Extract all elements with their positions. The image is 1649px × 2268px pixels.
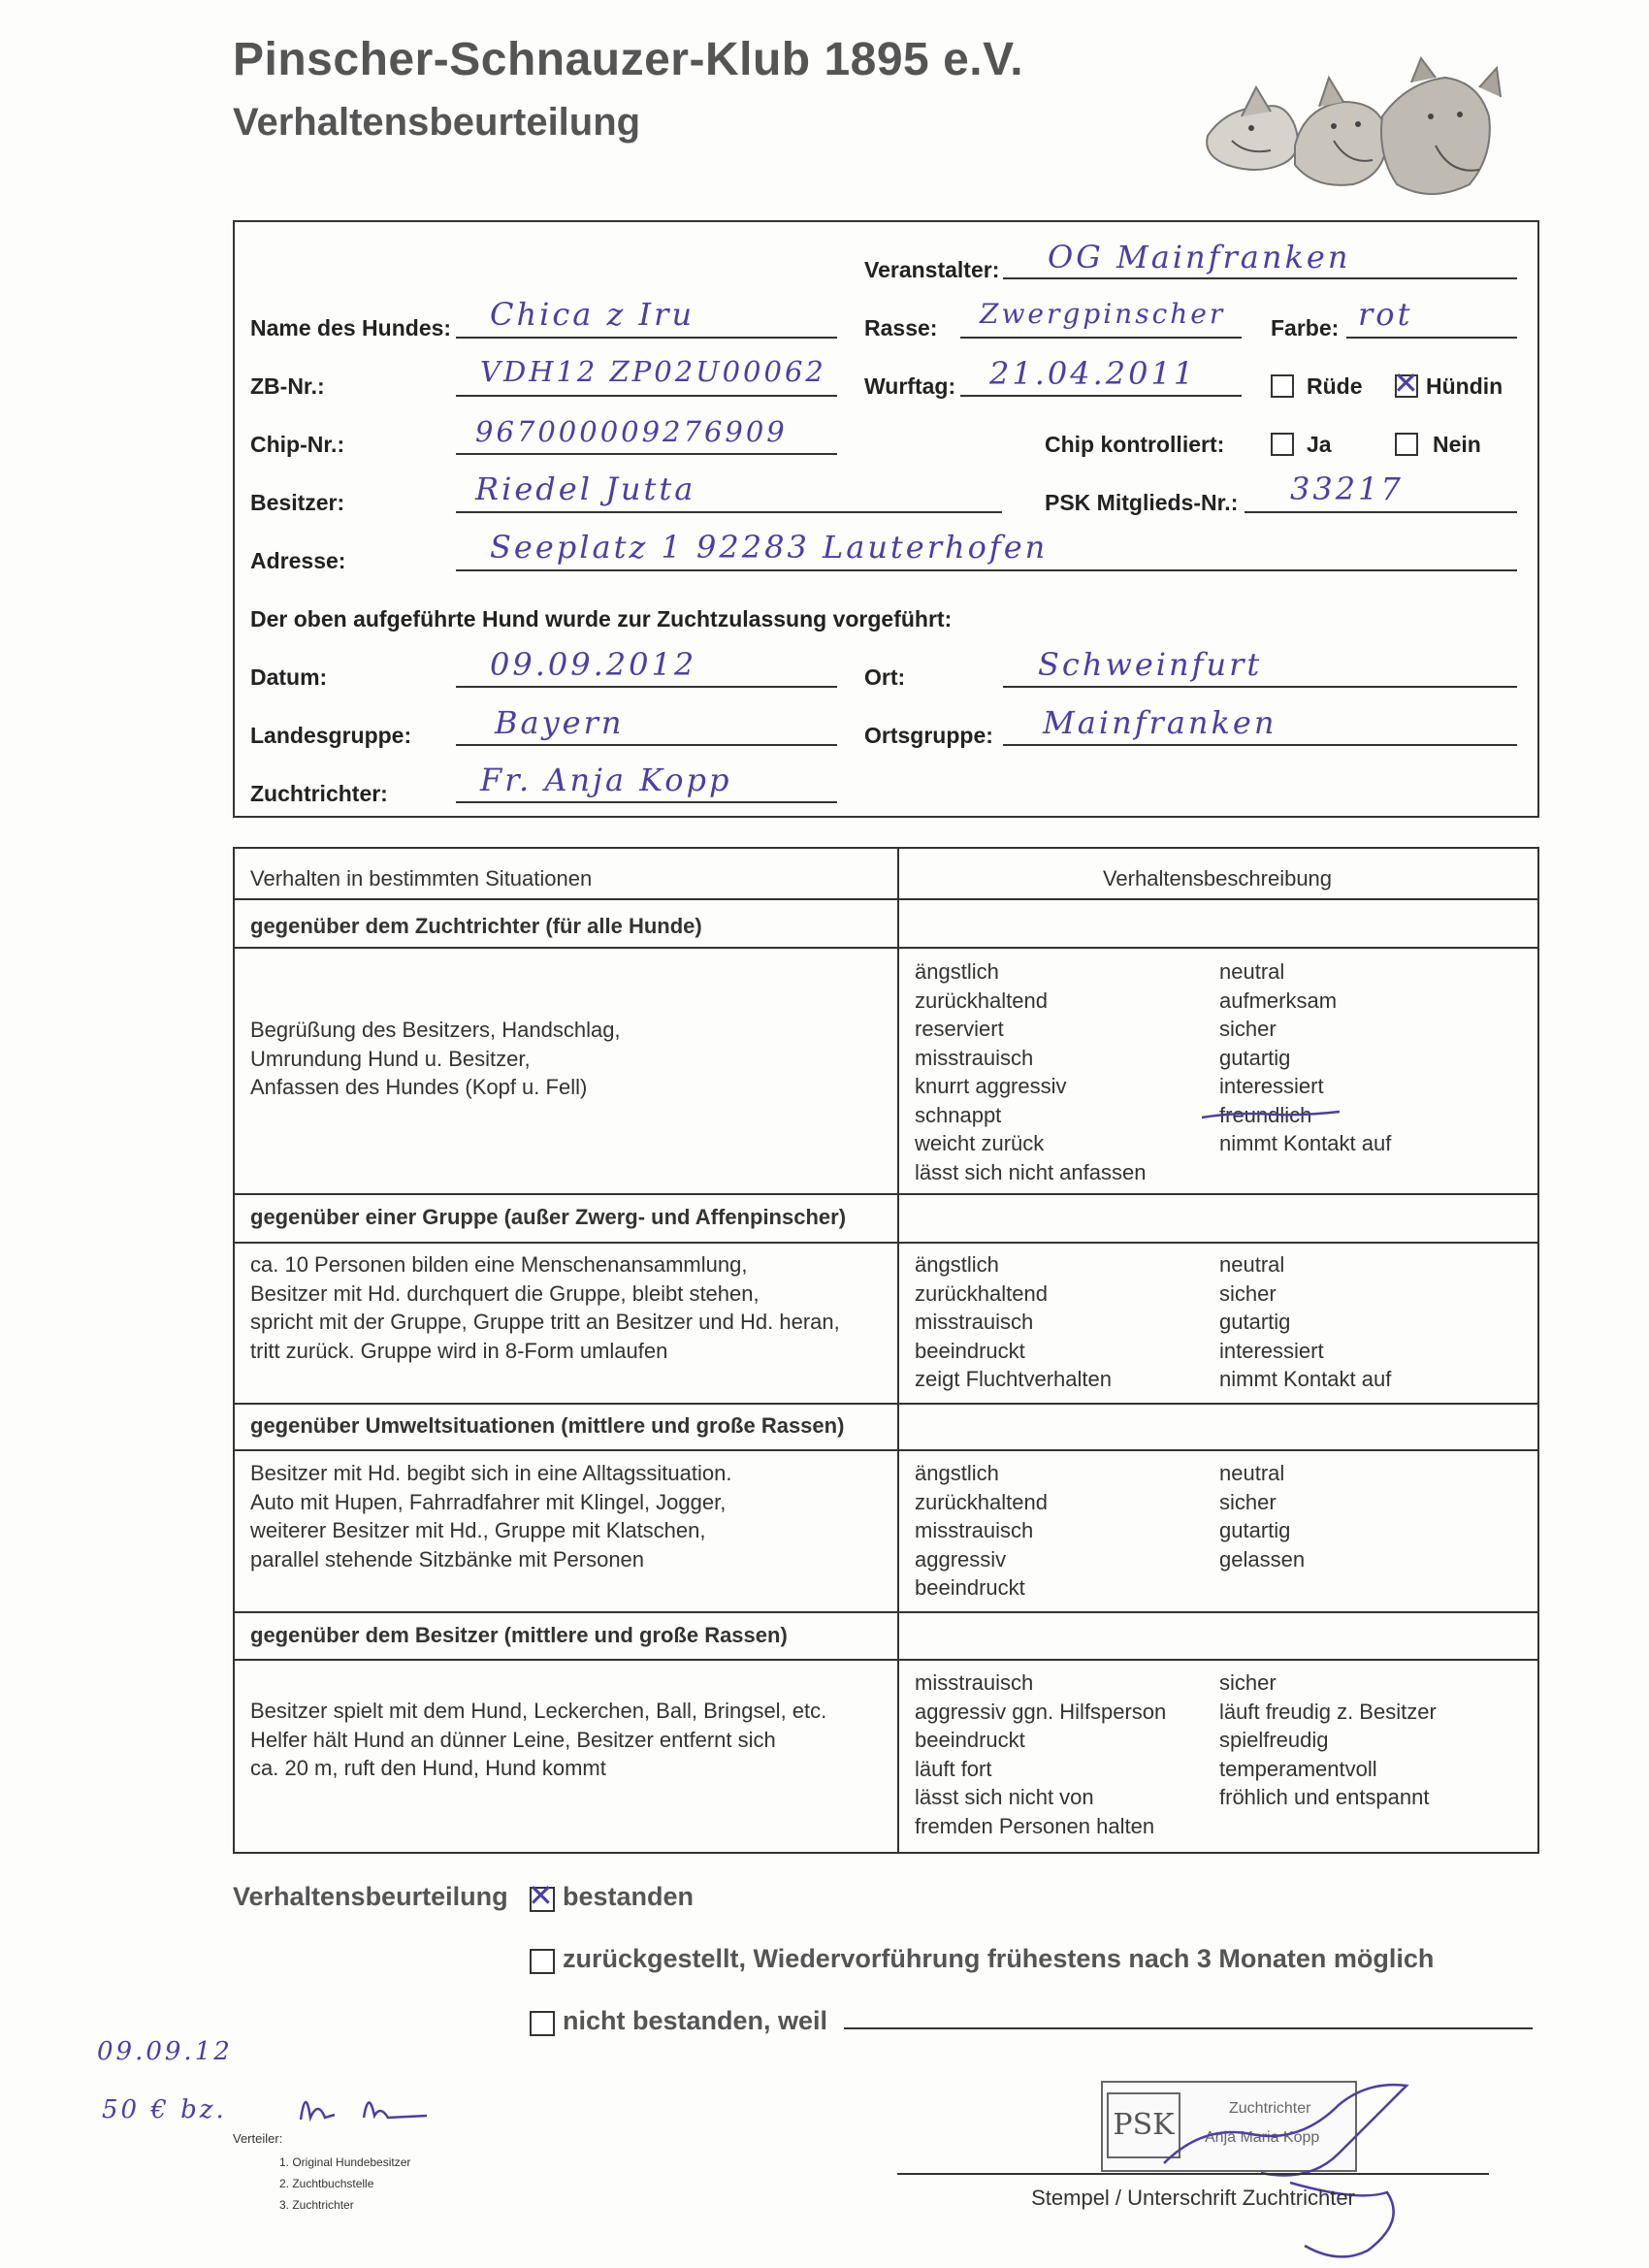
behaviour-options-right <box>1219 1459 1305 1573</box>
table-rule <box>233 1449 1537 1451</box>
nein-label: Nein <box>1433 432 1481 457</box>
zurueckgestellt-label: zurückgestellt, Wiedervorführung frühestens nach 3 Monaten möglich <box>563 1944 1435 1973</box>
besitzer-line <box>456 511 1002 513</box>
option-text[interactable]: gutartig <box>1219 1045 1291 1070</box>
option-text[interactable]: knurrt aggressiv <box>915 1074 1067 1098</box>
option-text[interactable]: beeindruckt <box>915 1338 1025 1363</box>
option-text[interactable]: misstrauisch <box>915 1310 1034 1334</box>
table-header-situations: Verhalten in bestimmten Situationen <box>250 866 593 891</box>
nein-checkbox[interactable] <box>1395 433 1418 456</box>
bestanden-label: bestanden <box>563 1882 695 1911</box>
behaviour-options-left <box>915 1459 1048 1603</box>
wurftag-label: Wurftag: <box>864 373 956 399</box>
option-text[interactable]: gutartig <box>1219 1518 1291 1542</box>
signature-label: Stempel / Unterschrift Zuchtrichter <box>1031 2186 1355 2210</box>
datum-value[interactable]: 09.09.2012 <box>490 646 697 683</box>
option-text[interactable]: misstrauisch <box>915 1670 1034 1695</box>
option-text[interactable]: weicht zurück <box>915 1131 1045 1155</box>
huendin-label: Hündin <box>1426 373 1504 399</box>
section-description: Besitzer mit Hd. begibt sich in eine Alltagssituation. Auto mit Hupen, Fahrradfahrer mit Klingel, Jogger, weiterer Besitzer mit Hd., Gruppe mit Klatschen, parallel stehende Sitzbänke mit Personen <box>250 1461 732 1571</box>
zurueckgestellt-checkbox[interactable] <box>530 1949 555 1974</box>
behaviour-options-left <box>915 1669 1166 1840</box>
psk-value[interactable]: 33217 <box>1290 470 1404 507</box>
ort-value[interactable]: Schweinfurt <box>1038 646 1263 683</box>
option-text[interactable]: ängstlich <box>915 959 999 984</box>
dog-heads-illustration <box>1188 49 1518 213</box>
stamp-line1: Zuchtrichter <box>1229 2100 1311 2117</box>
behaviour-options-right <box>1219 1250 1391 1394</box>
section-title: gegenüber dem Zuchtrichter (für alle Hunde) <box>250 914 702 938</box>
club-title: Pinscher-Schnauzer-Klub 1895 e.V. <box>233 34 1024 85</box>
wurftag-value[interactable]: 21.04.2011 <box>989 355 1197 392</box>
name-line <box>456 337 837 339</box>
table-rule <box>233 1611 1537 1613</box>
farbe-line <box>1346 337 1517 339</box>
ort-label: Ort: <box>864 664 906 690</box>
name-value[interactable]: Chica z Iru <box>490 296 695 333</box>
option-text[interactable]: ängstlich <box>915 1252 999 1277</box>
handwritten-date: 09.09.12 <box>97 2037 233 2066</box>
section-title: gegenüber Umweltsituationen (mittlere und große Rassen) <box>250 1413 845 1438</box>
chip-label: Chip-Nr.: <box>250 432 345 457</box>
verteiler-list <box>279 2152 410 2216</box>
option-text[interactable]: nimmt Kontakt auf <box>1219 1367 1392 1391</box>
zuchtrichter-line <box>456 801 837 803</box>
option-text[interactable]: reserviert <box>915 1017 1004 1041</box>
ortsgruppe-line <box>1003 744 1517 746</box>
table-rule <box>233 1403 1537 1405</box>
zb-label: ZB-Nr.: <box>250 373 325 399</box>
landesgruppe-line <box>456 744 837 746</box>
option-text[interactable]: neutral <box>1219 959 1285 984</box>
option-text[interactable]: nimmt Kontakt auf <box>1219 1131 1392 1155</box>
veranstalter-value[interactable]: OG Mainfranken <box>1048 239 1351 275</box>
option-text[interactable]: zeigt Fluchtverhalten <box>915 1367 1112 1391</box>
farbe-label: Farbe: <box>1271 315 1340 340</box>
table-column-divider <box>897 847 899 1852</box>
option-text[interactable]: misstrauisch <box>915 1518 1034 1542</box>
chip-value[interactable]: 967000009276909 <box>475 415 788 448</box>
verteiler-item: 3. Zuchtrichter <box>279 2198 354 2212</box>
freundlich-underline-mark <box>1198 1106 1343 1125</box>
option-text[interactable]: gelassen <box>1219 1546 1306 1571</box>
zuchtrichter-label: Zuchtrichter: <box>250 781 388 806</box>
stamp-line2: Anja Maria Kopp <box>1205 2129 1320 2146</box>
option-text[interactable]: zurückhaltend <box>915 1280 1048 1306</box>
section-description: Besitzer spielt mit dem Hund, Leckerchen, Ball, Bringsel, etc. Helfer hält Hund an dünner Leine, Besitzer entfernt sich ca. 20 m, ruft den Hund, Hund kommt <box>250 1699 827 1780</box>
option-text[interactable]: lässt sich nicht von <box>915 1785 1094 1809</box>
option-text[interactable]: lässt sich nicht anfassen <box>915 1159 1147 1184</box>
form-title: Verhaltensbeurteilung <box>233 101 641 144</box>
veranstalter-label: Veranstalter: <box>864 257 1000 282</box>
ort-line <box>1003 686 1517 688</box>
option-text[interactable]: interessiert <box>1219 1074 1324 1098</box>
datum-line <box>456 686 837 688</box>
option-text[interactable]: beeindruckt <box>915 1575 1025 1600</box>
option-text[interactable]: spielfreudig <box>1219 1728 1329 1752</box>
judge-signature <box>1145 2066 1455 2268</box>
table-header-description: Verhaltensbeschreibung <box>1102 866 1333 891</box>
name-label: Name des Hundes: <box>250 315 452 340</box>
table-rule <box>233 1193 1537 1195</box>
adresse-value[interactable]: Seeplatz 1 92283 Lauterhofen <box>490 529 1049 566</box>
option-text[interactable]: sicher <box>1219 1280 1277 1306</box>
option-text[interactable]: ängstlich <box>915 1461 999 1485</box>
handwritten-fee: 50 € bz. <box>102 2095 227 2124</box>
ortsgruppe-label: Ortsgruppe: <box>864 723 993 748</box>
farbe-value[interactable]: rot <box>1358 296 1413 333</box>
statement-text: Der oben aufgeführte Hund wurde zur Zuchtzulassung vorgeführt: <box>250 606 953 632</box>
option-text[interactable]: läuft freudig z. Besitzer <box>1219 1699 1437 1724</box>
bestanden-checkbox[interactable] <box>530 1887 555 1912</box>
option-text[interactable]: fröhlich und entspannt <box>1219 1785 1430 1809</box>
handwritten-initials <box>291 2081 436 2129</box>
signature-line <box>897 2173 1489 2175</box>
table-rule <box>233 947 1537 949</box>
result-label: Verhaltensbeurteilung <box>233 1882 508 1911</box>
rasse-value[interactable]: Zwergpinscher <box>980 298 1226 330</box>
section-title: gegenüber einer Gruppe (außer Zwerg- und Affenpinscher) <box>250 1205 847 1229</box>
stamp-logo: PSK <box>1107 2092 1180 2158</box>
section-description: Begrüßung des Besitzers, Handschlag, Umrundung Hund u. Besitzer, Anfassen des Hundes (Kopf u. Fell) <box>250 1018 621 1099</box>
chip-line <box>456 453 837 455</box>
option-text[interactable]: beeindruckt <box>915 1728 1025 1752</box>
option-text[interactable]: misstrauisch <box>915 1045 1034 1070</box>
verteiler-item: 2. Zuchtbuchstelle <box>279 2177 374 2190</box>
option-text[interactable]: neutral <box>1219 1461 1285 1485</box>
wurftag-line <box>960 395 1242 397</box>
landesgruppe-value[interactable]: Bayern <box>495 704 625 741</box>
landesgruppe-label: Landesgruppe: <box>250 723 412 748</box>
option-text[interactable]: aufmerksam <box>1219 988 1338 1013</box>
option-text[interactable]: läuft fort <box>915 1756 992 1781</box>
option-text[interactable]: zurückhaltend <box>915 988 1048 1013</box>
veranstalter-line <box>1003 277 1517 279</box>
huendin-checkbox[interactable] <box>1395 374 1418 398</box>
rasse-label: Rasse: <box>864 315 938 340</box>
psk-line <box>1245 511 1517 513</box>
rasse-line <box>960 337 1242 339</box>
option-text[interactable]: gutartig <box>1219 1310 1291 1334</box>
option-text[interactable]: sicher <box>1219 1670 1277 1695</box>
section-description: ca. 10 Personen bilden eine Menschenansammlung, Besitzer mit Hd. durchquert die Gruppe, bleibt stehen, spricht mit der Gruppe, Gruppe tritt an Besitzer und Hd. heran, tritt zurück. Gruppe wird in 8-Form umlaufen <box>250 1252 840 1363</box>
behaviour-options-left <box>915 1250 1112 1394</box>
option-text[interactable]: sicher <box>1219 1489 1277 1514</box>
table-rule <box>233 1242 1537 1244</box>
besitzer-label: Besitzer: <box>250 490 345 515</box>
nicht-bestanden-label: nicht bestanden, weil <box>563 2006 828 2035</box>
option-text[interactable]: zurückhaltend <box>915 1489 1048 1514</box>
verteiler-item: 1. Original Hundebesitzer <box>279 2155 411 2169</box>
psk-label: PSK Mitglieds-Nr.: <box>1045 490 1239 515</box>
option-text[interactable]: neutral <box>1219 1252 1285 1277</box>
ortsgruppe-value[interactable]: Mainfranken <box>1043 704 1277 741</box>
option-text[interactable]: fremden Personen halten <box>915 1813 1155 1838</box>
ruede-checkbox[interactable] <box>1271 374 1294 398</box>
adresse-line <box>456 569 1517 571</box>
nicht-bestanden-reason-line <box>844 2027 1533 2029</box>
option-text[interactable]: sicher <box>1219 1017 1277 1041</box>
option-text-selected[interactable]: freundlich <box>1219 1102 1312 1127</box>
zb-value[interactable]: VDH12 ZP02U00062 <box>480 355 826 388</box>
behaviour-options-right <box>1219 1669 1437 1812</box>
option-text[interactable]: schnappt <box>915 1102 1002 1127</box>
verteiler-label: Verteiler: <box>233 2131 283 2146</box>
option-text[interactable]: interessiert <box>1219 1338 1324 1363</box>
section-title: gegenüber dem Besitzer (mittlere und große Rassen) <box>250 1623 788 1647</box>
option-text[interactable]: aggressiv ggn. Hilfsperson <box>915 1699 1167 1724</box>
option-text[interactable]: temperamentvoll <box>1219 1756 1377 1781</box>
behaviour-options-left <box>915 957 1146 1186</box>
behaviour-options-right <box>1219 957 1391 1158</box>
zb-line <box>456 395 837 397</box>
table-rule <box>233 898 1537 900</box>
table-rule <box>233 1659 1537 1661</box>
ja-checkbox[interactable] <box>1271 433 1294 456</box>
ruede-label: Rüde <box>1307 373 1363 399</box>
datum-label: Datum: <box>250 664 328 690</box>
zuchtrichter-value[interactable]: Fr. Anja Kopp <box>480 761 732 798</box>
chip-kontrolliert-label: Chip kontrolliert: <box>1045 432 1225 457</box>
adresse-label: Adresse: <box>250 548 346 573</box>
option-text[interactable]: aggressiv <box>915 1546 1007 1571</box>
besitzer-value[interactable]: Riedel Jutta <box>475 470 696 507</box>
ja-label: Ja <box>1307 432 1332 457</box>
nicht-bestanden-checkbox[interactable] <box>530 2011 555 2036</box>
